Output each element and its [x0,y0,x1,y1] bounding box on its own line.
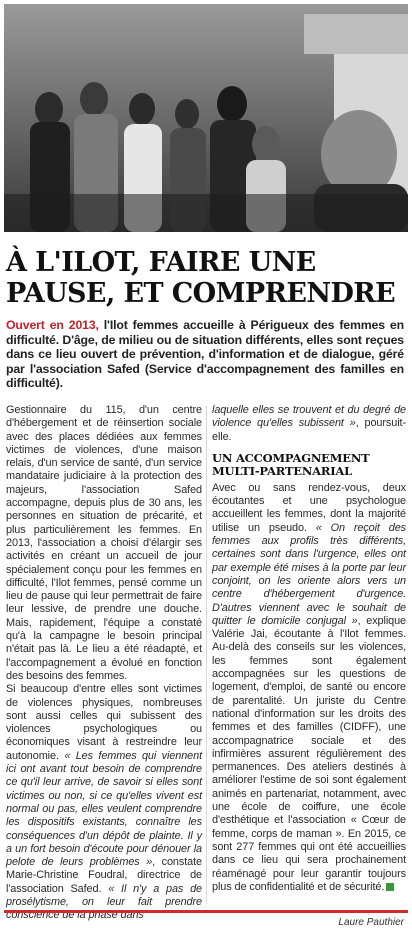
body-paragraph [6,683,202,922]
body-text: Si beaucoup d'entre elles sont victimes de violences physiques, nombreuses sont aussi celles qui subissent des violences psychologiques ou économiques visant à restreindre leur autonomie. [6,683,202,762]
quote-text: laquelle elles se trouvent et du degré de violence qu'elles subissent » [212,404,406,430]
article-column-left [6,404,203,922]
lead-text: l'Ilot femmes accueille à Périgueux des femmes en difficulté. D'âge, de milieu ou de situation différents, elles sont reçues dans ce lieu ouvert de prévention, d'information et de dialogue, géré par l'association Safed (Service d'accompagnement des familles en difficulté). [6,318,404,391]
end-of-article-icon [386,883,394,891]
article-headline: À L'ILOT, FAIRE UNE PAUSE, ET COMPRENDRE [6,247,396,309]
quote-text: « Il n'y a pas de prosélytisme, on leur fait prendre conscience de la phase dans [6,882,202,922]
body-text: , constate Marie-Christine Foudral, directrice de l'association Safed. [6,856,202,895]
body-text: Avec ou sans rendez-vous, deux écoutantes et une psychologue accueillent les femmes, dont la majorité utilise un pseudo. [212,481,406,534]
body-paragraph [212,482,406,894]
quote-text: « On reçoit des femmes aux profils très différents, certaines sont dans l'urgence, elles ont par exemple été mises à la porte par leur conjoint, on les oriente alors vers un centre d'hébergement d'urgence. D'autres viennent avec le souhait de quitter le domicile conjugal » [212,521,406,627]
bottom-divider [4,910,408,913]
body-paragraph: Gestionnaire du 115, d'un centre d'hébergement et de réinsertion sociale avec des places dédiées aux femmes victimes de violences, d'une maison relais, d'un service de santé, d'un service mandataire judiciaire à la protection des majeurs, l'association Safed accompagne, depuis plus de 30 ans, les personnes en situation de précarité, et plus particulièrement les femmes. En 2013, l'association a choisi d'élargir ses activités en créant un accueil de jour spécialement conçu pour les femmes en difficulté, l'Ilot femmes, pensé comme un lieu de pause qui leur permettrait de faire leur lessive, de prendre une douche. Mais, rapidement, l'équipe a constaté qu'à la campagne le besoin principal n'était pas là. Le lieu a été réadapté, et l'accompagnement a évolué en fonction des besoins des femmes. [6,404,202,682]
article-photo [4,4,408,232]
body-paragraph [212,404,406,444]
body-text: . En 2015, ce sont 277 femmes qui ont été accueillies dans ce lieu qui sera prochainement réaménagé pour leur garantir toujours plus de confidentialité et de sécurité. [212,827,406,893]
body-text: , poursuit-elle. [212,417,406,443]
section-subheading: UN ACCOMPAGNEMENT MULTI-PARTENARIAL [212,450,370,478]
women-group-photo [4,4,408,232]
body-text: , explique Valérie Jai, écoutante à l'Ilot femmes. Au-delà des conseils sur les violences, les femmes sont également accompagnées sur les questions de logement, d'emploi, de santé ou encore de parentalité. Un juriste du Centre national d'information sur les droits des femmes et des familles (CIDFF), une accompagnatrice sociale et des infirmières assurent régulièrement des permanences. Des ateliers destinés à améliorer l'estime de soi sont également animés en partenariat, notamment, avec une école de coiffure, une école d'esthétique et l'association [212,614,407,827]
article-column-right [212,404,406,904]
author-byline: Laure Pauthier [338,917,404,928]
column-divider [206,406,207,904]
lead-highlight: Ouvert en 2013, [6,318,99,332]
quote-text: « Les femmes qui viennent ici ont avant tout besoin de comprendre ce qu'il leur arrive, de savoir si elles sont victimes ou non, si ce qu'elles vivent est normal ou pas, elles veulent comprendre les dispositifs existants, connaître les conséquences d'un dépôt de plainte. Il y a un fort besoin d'écoute pour dénouer la pelote de leurs problèmes » [6,749,203,869]
body-text: « Cœur de femme, corps de maman » [212,814,406,840]
article-lead [6,318,404,391]
